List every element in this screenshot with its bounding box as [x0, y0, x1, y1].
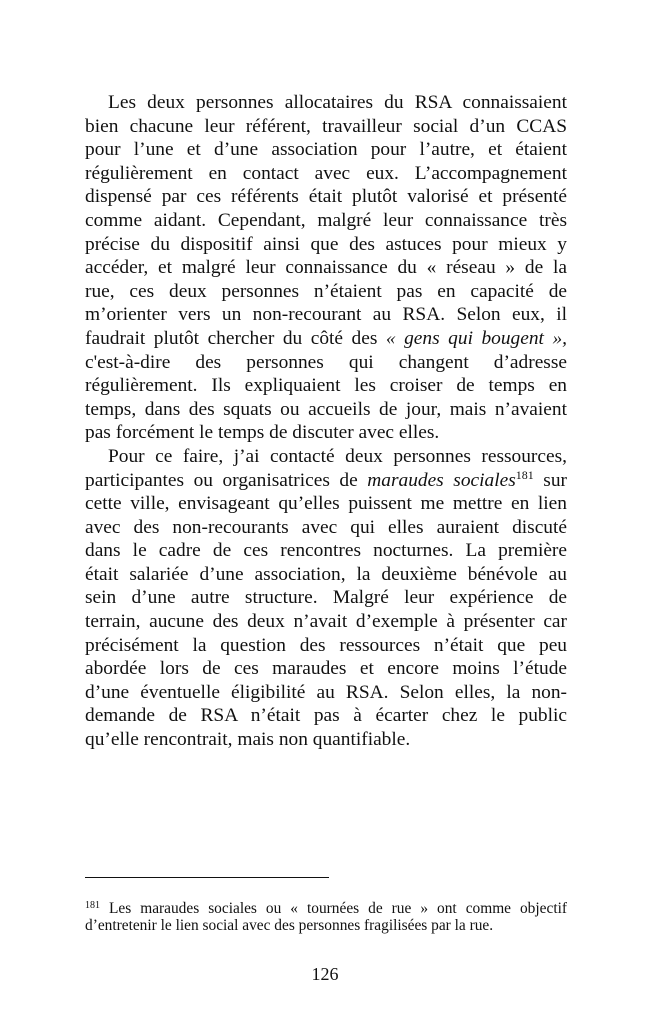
text-segment: demande de RSA n’était pas à écarter chez le public: [85, 705, 567, 727]
text-segment: sur: [533, 469, 567, 491]
text-segment: était salariée d’une association, la deuxième bénévole au: [85, 563, 567, 585]
text-line: [85, 657, 567, 681]
text-segment: régulièrement. Ils expliquaient les croiser de temps en: [85, 375, 567, 397]
text-segment: faudrait plutôt chercher du côté des: [85, 327, 386, 349]
text-segment: sein d’une autre structure. Malgré leur expérience de: [85, 587, 567, 609]
text-line: [85, 421, 567, 445]
text-segment: précisément la question des ressources n’était que peu: [85, 634, 567, 656]
footnote: [85, 901, 567, 934]
text-segment: c'est-à-dire des personnes qui changent d’adresse: [85, 351, 567, 373]
text-line: [85, 492, 567, 516]
text-line: [85, 351, 567, 375]
text-line: [85, 469, 567, 493]
italic-text: maraudes sociales: [367, 469, 516, 491]
text-line: [85, 563, 567, 587]
text-line: [85, 91, 567, 115]
text-line: [85, 539, 567, 563]
text-line: [85, 586, 567, 610]
text-segment: avec des non-recourants avec qui elles auraient discuté: [85, 516, 567, 538]
footnote-line: d’entretenir le lien social avec des personnes fragilisées par la rue.: [85, 916, 494, 934]
text-line: [85, 256, 567, 280]
text-segment: Pour ce faire, j’ai contacté deux personnes ressources,: [108, 445, 567, 467]
text-segment: pas forcément le temps de discuter avec elles.: [85, 422, 440, 444]
text-line: [85, 634, 567, 658]
text-line: [85, 280, 567, 304]
text-line: [85, 162, 567, 186]
text-segment: terrain, aucune des deux n’avait d’exemple à présenter car: [85, 611, 567, 633]
footnote-reference[interactable]: 181: [515, 467, 534, 482]
paragraph: [85, 91, 567, 445]
paragraph: [85, 445, 567, 752]
text-segment: temps, dans des squats ou accueils de jour, mais n’avaient: [85, 398, 567, 420]
text-segment: d’une éventuelle éligibilité au RSA. Selon elles, la non-: [85, 681, 567, 703]
text-line: [85, 398, 567, 422]
footnote-separator: [85, 877, 329, 878]
text-line: [85, 209, 567, 233]
text-segment: cette ville, envisageant qu’elles puissent me mettre en lien: [85, 493, 567, 515]
text-segment: régulièrement en contact avec eux. L’accompagnement: [85, 162, 567, 184]
text-segment: dispensé par ces référents était plutôt valorisé et présenté: [85, 186, 567, 208]
text-segment: participantes ou organisatrices de: [85, 469, 368, 491]
text-segment: Les deux personnes allocataires du RSA connaissaient: [108, 92, 567, 113]
text-line: [85, 704, 567, 728]
text-line: [85, 610, 567, 634]
text-line: [85, 327, 567, 351]
text-segment: pour l’une et d’une association pour l’autre, et étaient: [85, 139, 567, 161]
text-segment: bien chacune leur référent, travailleur social d’un CCAS: [85, 115, 567, 137]
text-line: [85, 681, 567, 705]
footnote-text: Les maraudes sociales ou « tournées de rue » ont comme objectif: [100, 900, 567, 917]
text-segment: dans le cadre de ces rencontres nocturnes. La première: [85, 540, 567, 562]
text-segment: m’orienter vers un non-recourant au RSA. Selon eux, il: [85, 304, 567, 326]
text-segment: qu’elle rencontrait, mais non quantifiable.: [85, 729, 411, 751]
body-text: [85, 91, 567, 752]
text-line: [85, 374, 567, 398]
footnote-line: [85, 901, 567, 918]
italic-text: « gens qui bougent »,: [385, 327, 567, 349]
text-line: [85, 445, 567, 469]
text-segment: abordée lors de ces maraudes et encore moins l’étude: [85, 658, 567, 680]
page-number: 126: [311, 964, 339, 984]
text-segment: précise du dispositif ainsi que des astuces pour mieux y: [85, 233, 567, 255]
footnote-number: 181: [85, 900, 100, 911]
text-line: [85, 516, 567, 540]
text-line: [85, 728, 567, 752]
text-line: [85, 303, 567, 327]
text-segment: rue, ces deux personnes n’étaient pas en capacité de: [85, 280, 567, 302]
text-segment: comme aidant. Cependant, malgré leur connaissance très: [85, 209, 567, 231]
text-line: [85, 138, 567, 162]
text-line: [85, 115, 567, 139]
text-line: [85, 185, 567, 209]
text-line: [85, 233, 567, 257]
text-segment: accéder, et malgré leur connaissance du « réseau » de la: [85, 257, 567, 279]
